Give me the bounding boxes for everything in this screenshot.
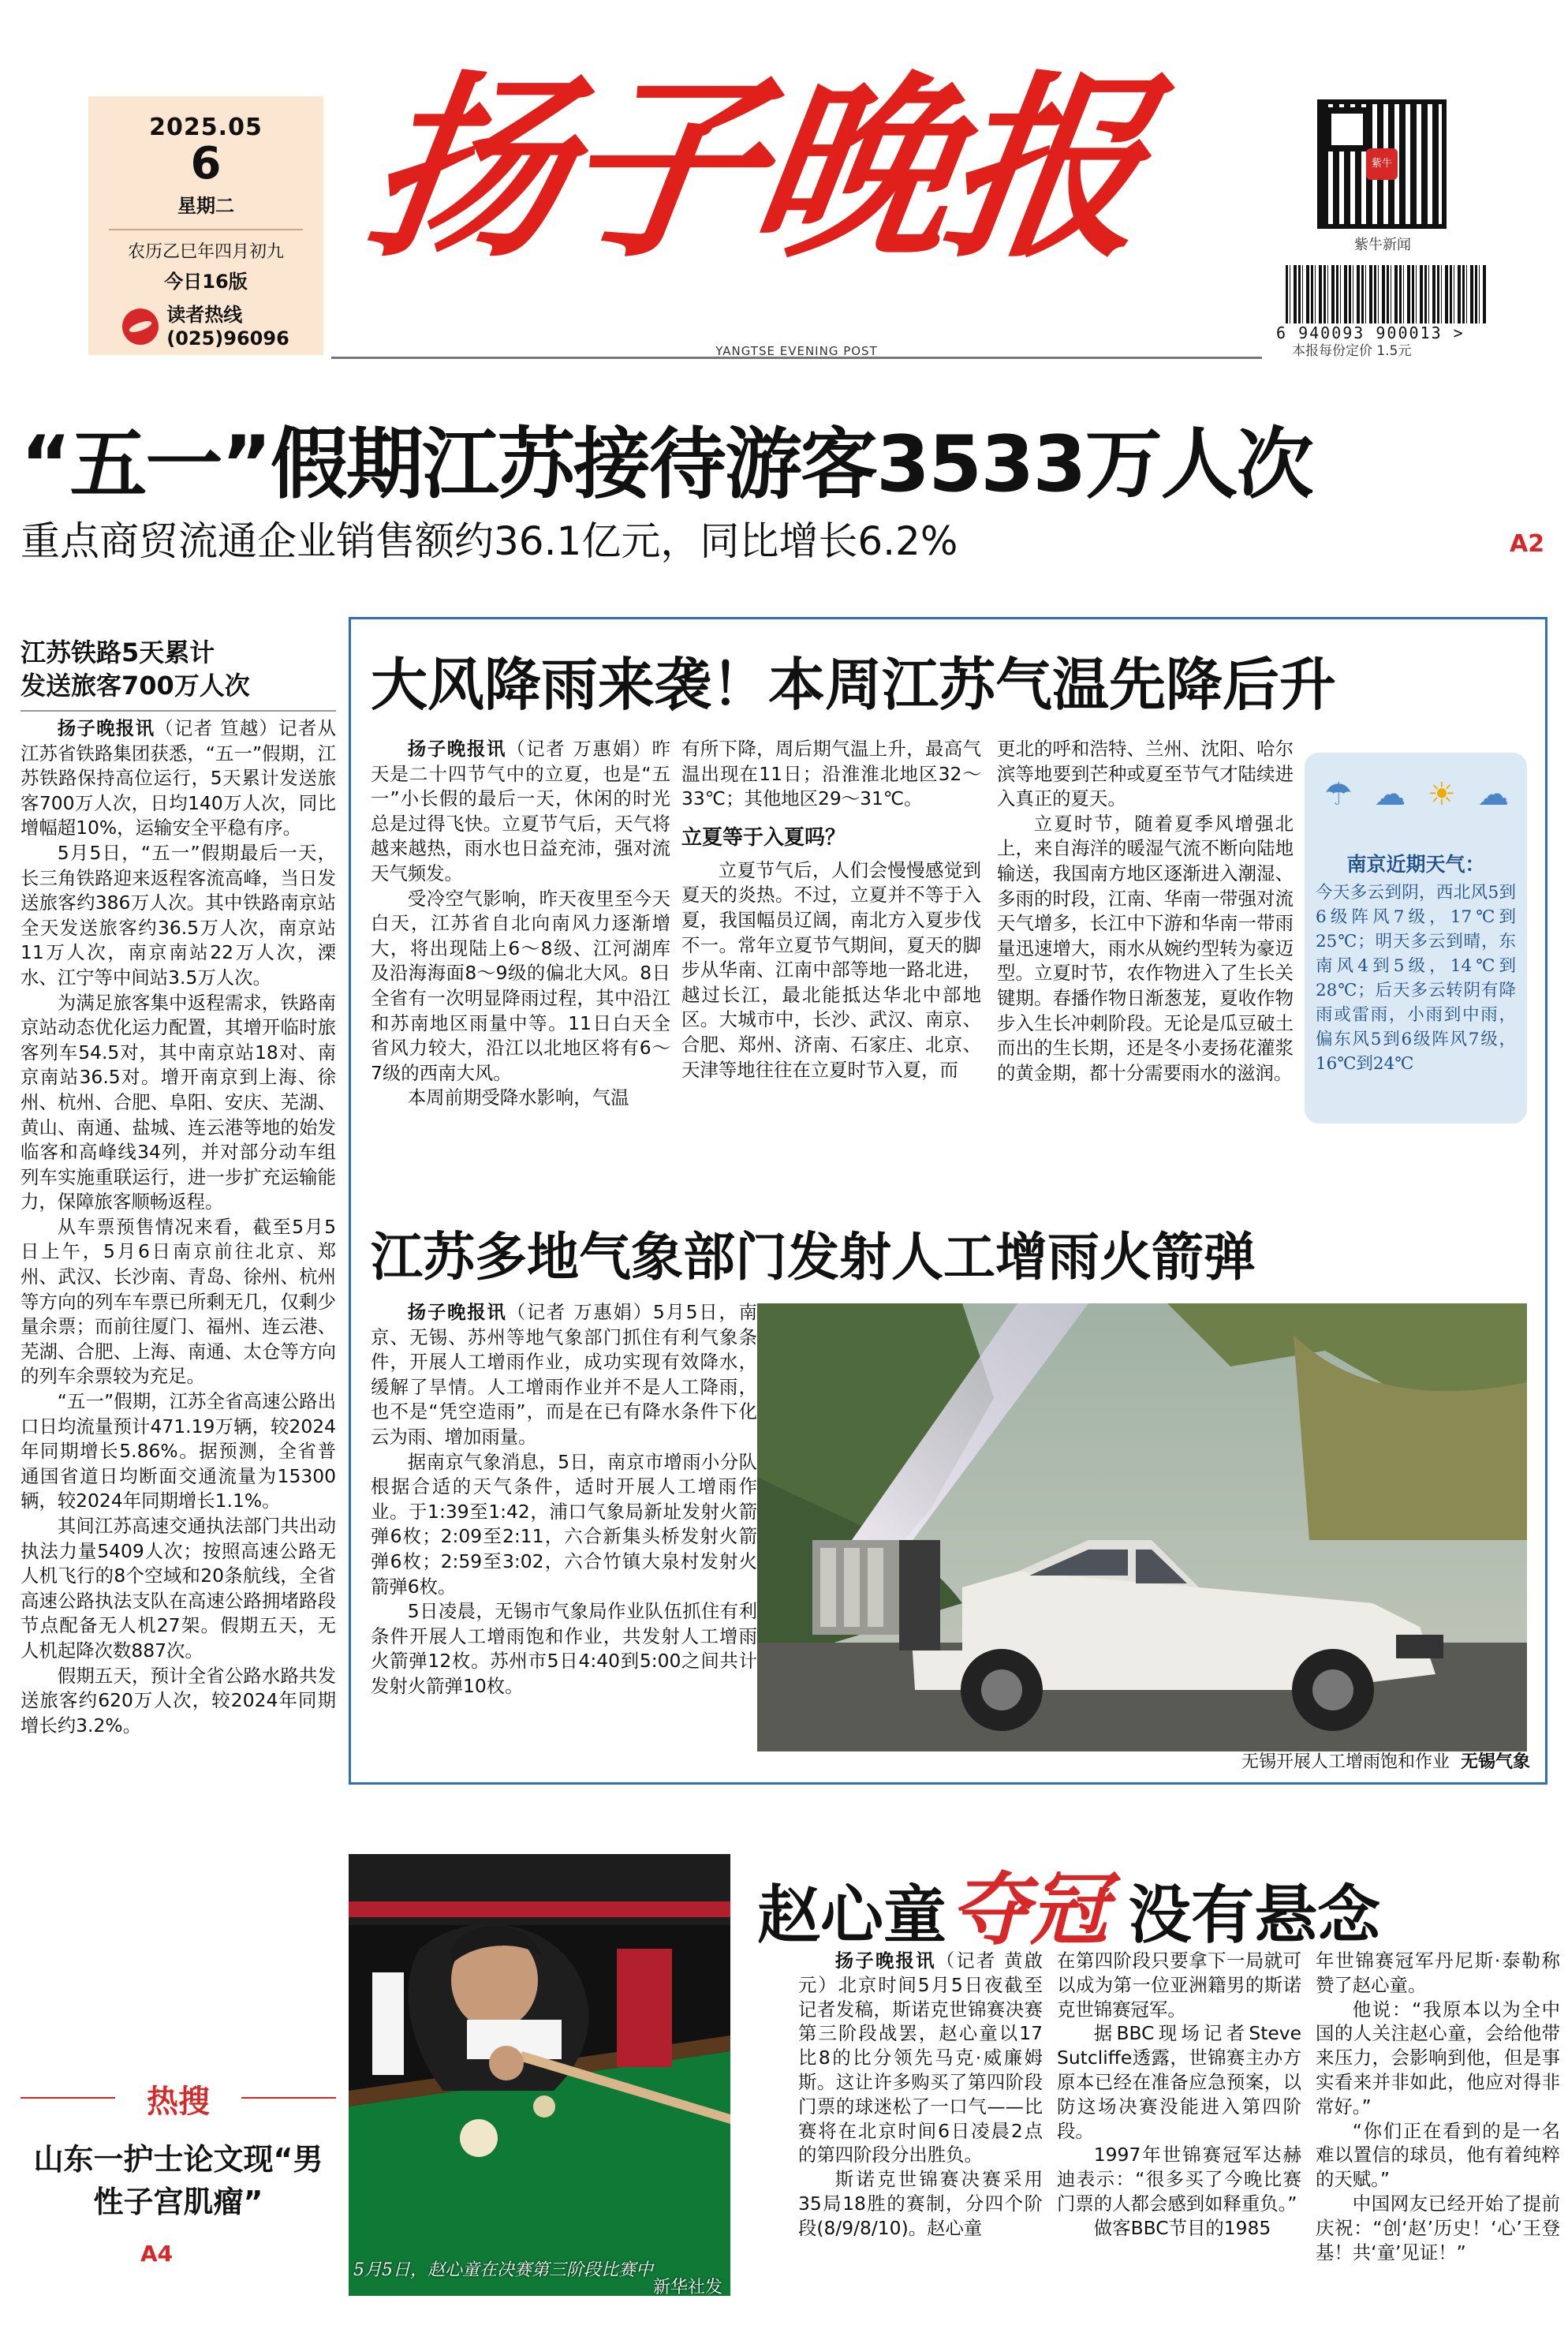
snooker-headline-tail: 没有悬念 [1128,1879,1381,1952]
snooker-column-3 [1316,1949,1560,2264]
snooker-paragraph: 年世锦赛冠军丹尼斯·泰勒称赞了赵心童。 [1316,1950,1560,1996]
rail-story [21,636,336,1738]
snooker-photo-credit: 新华社发 [652,2278,722,2297]
nanjing-forecast-card [1305,753,1527,1123]
weather-paragraph: 本周前期受降水影响，气温 [407,1086,629,1109]
rail-title-line1[interactable]: 江苏铁路5天累计 [21,637,215,667]
hotline-number: (025)96096 [166,327,289,350]
weather-column-1 [371,737,670,1111]
hot-search-rule-right [241,2097,336,2099]
hot-search-rule-left [21,2097,115,2099]
snooker-paragraph: 做客BBC节目的1985 [1093,2216,1271,2239]
snooker-column-1 [798,1949,1043,2241]
weather-subhead: 立夏等于入夏吗？ [681,825,846,850]
rocket-paragraph: 5日凌晨，无锡市气象局作业队伍抓住有利条件开展人工增雨饱和作业，共发射人工增雨火箭弹12枚。苏州市5日4:40到5:00之间共计发射火箭弹10枚。 [371,1600,757,1697]
snooker-headline-name: 赵心童 [757,1879,946,1952]
issue-year-month: 2025.05 [149,114,263,141]
rail-lead-paragraph: （记者 笪越）记者从江苏省铁路集团获悉，“五一”假期，江苏铁路保持高位运行，5天累计发送旅客700万人次，日均140万人次，同比增幅超10%，运输安全平稳有序。 [21,717,337,839]
weather-lead-paragraph: （记者 万惠娟）昨天是二十四节气中的立夏，也是“五一”小长假的最后一天，休闲的时光总是过得飞快。立夏节气后，天气将越来越热，雨水也日益充沛，强对流天气频发。 [371,738,670,884]
hotline-logo-icon [122,308,159,345]
rail-paragraph: “五一”假期，江苏全省高速公路出口日均流量预计471.19万辆，较2024年同期增长5.86%。据预测，全省普通国省道日均断面交通流量为15300辆，较2024年同期增长1.1%。 [21,1390,336,1512]
weather-headline[interactable]: 大风降雨来袭！本周江苏气温先降后升 [371,652,1337,718]
rail-paragraph: 假期五天，预计全省公路水路共发送旅客约620万人次，较2024年同期增长约3.2%。 [21,1664,336,1736]
snooker-col1-text [798,1949,1043,2241]
rocket-byline: 扬子晚报讯 [407,1301,507,1323]
weather-paragraph: 立夏时节，随着夏季风增强北上，来自海洋的暖湿气流不断向陆地输送，我国南方地区逐渐进入潮湿、多雨的时段，江南、华南一带强对流天气增多，长江中下游和华南一带雨量迅速增大，雨水从婉约型转为豪迈型。立夏时节，农作物进入了生长关键期。春播作物日渐葱茏，夏收作物步入生长冲刺阶段。无论是瓜豆破土而出的生长期，还是冬小麦扬花灌浆的黄金期，都十分需要雨水的滋润。 [997,812,1294,1084]
rail-divider [21,710,336,712]
hot-search-header [21,2077,336,2122]
weather-col2-text [681,737,981,812]
forecast-text: 今天多云到阴，西北风5到6级阵风7级，17℃到25℃；明天多云到晴，东南风4到5级，14℃到28℃；后天多云转阴有降雨或雷雨，小雨到中雨，偏东风5到6级阵风7级，16℃到24℃ [1316,883,1516,1074]
masthead-english: YANGTSE EVENING POST [715,344,878,358]
snooker-paragraph: 1997年世锦赛冠军达赫迪表示：“很多买了今晚比赛门票的人都会感到如释重负。” [1057,2144,1301,2215]
hotline-label: 读者热线 [166,304,243,326]
date-divider [109,229,303,230]
snooker-paragraph: 据BBC现场记者Steve Sutcliffe透露，世锦赛主办方原本已经在准备应急预案，以防这场决赛没能进入第四阶段。 [1057,2022,1301,2142]
lead-subhead: 重点商贸流通企业销售额约36.1亿元，同比增长6.2% [21,518,958,564]
hot-search-page-ref[interactable]: A4 [140,2241,174,2267]
snooker-col2-text [1057,1949,1301,2241]
rocket-headline[interactable]: 江苏多地气象部门发射人工增雨火箭弹 [371,1227,1256,1288]
issue-weekday: 星期二 [177,195,234,217]
snooker-paragraph: 他说：“我原本以为全中国的人关注赵心童，会给他带来压力，会影响到他，但是事实看来并非如此，他应对得非常好。” [1316,1998,1560,2118]
snooker-photo-illustration [349,1854,730,2296]
snooker-photo[interactable] [349,1854,730,2296]
weather-col1-text [371,737,670,1111]
weather-col3-text [997,737,1294,1086]
lunar-date: 农历乙巳年四月初九 [127,242,284,262]
snooker-headline[interactable] [757,1846,1546,1956]
rocket-launch-photo[interactable] [757,1303,1527,1751]
qr-code[interactable] [1317,99,1447,229]
weather-paragraph: 受冷空气影响，昨天夜里至今天白天，江苏省自北向南风力逐渐增大，将出现陆上6～8级、江河湖库及沿海海面8～9级的偏北大风。8日全省有一次明显降雨过程，其中沿江和苏南地区雨量中等。11日白天全省风力较大，沿江以北地区将有6～7级的西南大风。 [371,887,670,1084]
snooker-paragraph: 斯诺克世锦赛决赛采用35局18胜的赛制，分四个阶段(8/9/8/10)。赵心童 [798,2168,1043,2239]
issue-day: 6 [190,138,222,189]
rocket-photo-caption [1041,1748,1530,1773]
forecast-icons [1305,753,1527,813]
date-box [88,96,323,355]
rail-paragraph: 为满足旅客集中返程需求，铁路南京站动态优化运力配置，其增开临时旅客列车54.5对，其中南京站18对、南京南站36.5对。增开南京到上海、徐州、杭州、合肥、阜阳、安庆、芜湖、黄山、南通、盐城、连云港等地的始发临客和高峰线34列，并对部分动车组列车实施重联运行，进一步扩充运输能力，保障旅客顺畅返程。 [21,991,336,1213]
weather-paragraph: 立夏节气后，人们会慢慢感觉到夏天的炎热。不过，立夏并不等于入夏，我国幅员辽阔，南北方入夏步伐不一。常年立夏节气期间，夏天的脚步从华南、江南中部等地一路北进，越过长江，最北能抵达华北中部地区。大城市中，长沙、武汉、南京、合肥、郑州、济南、石家庄、北京、天津等地往往在立夏时节入夏，而 [681,858,981,1081]
rail-title-line2[interactable]: 发送旅客700万人次 [21,671,250,701]
rocket-photo-credit: 无锡气象 [1460,1751,1530,1772]
snooker-column-2 [1057,1949,1301,2241]
snooker-col3-text [1316,1949,1560,2264]
qr-label: 紫牛新闻 [1354,237,1411,253]
masthead [354,38,1278,298]
snooker-lead-paragraph: （记者 黄啟元）北京时间5月5日夜截至记者发稿，斯诺克世锦赛决赛第三阶段战罢，赵心童以17比8的比分领先马克·威廉姆斯。这让许多购买了第四阶段门票的球迷松了一口气——比赛将在北京时间6日凌晨2点的第四阶段分出胜负。 [798,1950,1043,2166]
weather-col2-serif [681,858,981,1082]
rail-body [21,716,336,1738]
snooker-byline: 扬子晚报讯 [834,1950,936,1972]
barcode [1286,265,1486,323]
weather-byline: 扬子晚报讯 [407,738,507,760]
rocket-lead-paragraph: （记者 万惠娟）5月5日，南京、无锡、苏州等地气象部门抓住有利气象条件，开展人工增雨作业，成功实现有效降水，缓解了旱情。人工增雨作业并不是人工降雨，也不是“凭空造雨”，而是在已有降水条件下化云为雨、增加雨量。 [371,1301,758,1448]
snooker-paragraph: “你们正在看到的是一名难以置信的球员，他有着纯粹的天赋。” [1316,2119,1560,2191]
rail-byline: 扬子晚报讯 [57,717,155,739]
reader-hotline [88,303,323,350]
hot-search-headline[interactable]: 山东一护士论文现“男性子宫肌瘤” [33,2142,323,2219]
edition-count: 今日16版 [164,271,248,293]
cloud-rain-icon: ☁ [1374,776,1406,813]
weather-col2-intro: 有所下降，周后期气温上升，最高气温出现在11日；沿淮淮北地区32～33℃；其他地区29～31℃。 [681,738,981,810]
snooker-headline-highlight: 夺冠 [950,1863,1109,1956]
weather-paragraph: 更北的呼和浩特、兰州、沈阳、哈尔滨等地要到芒种或夏至节气才陆续进入真正的夏天。 [997,738,1294,810]
lead-page-ref[interactable]: A2 [1510,530,1545,558]
rocket-caption-text: 无锡开展人工增雨饱和作业 [1241,1752,1450,1772]
rocket-paragraph: 据南京气象消息，5日，南京市增雨小分队根据合适的天气条件，适时开展人工增雨作业。于1:39至1:42，浦口气象局新址发射火箭弹6枚；2:09至2:11，六合新集头桥发射火箭弹6枚；2:59至3:02，六合竹镇大泉村发射火箭弹6枚。 [371,1450,757,1598]
hot-search-label: 热搜 [147,2084,210,2120]
rail-paragraph: 从车票预售情况来看，截至5月5日上午，5月6日南京前往北京、郑州、武汉、长沙南、青岛、徐州、杭州等方向的列车车票已所剩无几，仅剩少量余票；而前往厦门、福州、连云港、芜湖、合肥、上海、南通、太仓等方向的列车余票较为充足。 [21,1215,336,1388]
rail-paragraph: 其间江苏高速交通执法部门共出动执法力量5409人次；按照高速公路无人机飞行的8个空域和20条航线，全省高速公路执法支队在高速公路拥堵路段节点配备无人机27架。假期五天，无人机起降次数887次。 [21,1515,336,1662]
qr-center-logo: 紫牛 [1366,148,1398,180]
rocket-photo-illustration [757,1303,1527,1751]
weather-column-3 [997,737,1294,1086]
rocket-story-body [371,1300,757,1699]
weather-column-2 [681,737,981,1082]
snooker-paragraph: 在第四阶段只要拿下一局就可以成为第一位亚洲籍男的斯诺克世锦赛冠军。 [1057,1950,1301,2021]
snooker-paragraph: 中国网友已经开始了提前庆祝：“创‘赵’历史！‘心’王登基！共‘童’见证！” [1316,2192,1560,2264]
lead-headline[interactable]: “五一”假期江苏接待游客3533万人次 [21,420,1312,510]
barcode-number: 6 940093 900013 > [1276,323,1465,342]
price-label: 本报每份定价 1.5元 [1292,343,1412,359]
cloud-wind-icon: ☁ [1477,776,1510,813]
sun-icon: ☀ [1427,776,1456,813]
snooker-photo-caption: 5月5日，赵心童在决赛第三阶段比赛中 [353,2260,653,2280]
rocket-text [371,1300,757,1699]
umbrella-rain-icon: ☂ [1323,776,1353,813]
masthead-title: 扬子晚报 [354,52,1157,284]
rail-paragraph: 5月5日，“五一”假期最后一天，长三角铁路迎来返程客流高峰，当日发送旅客约386万人次。其中铁路南京站全天发送旅客约36.5万人次，南京站11万人次，南京南站22万人次，溧水、江宁等中间站3.5万人次。 [21,841,336,989]
forecast-title: 南京近期天气： [1346,853,1485,876]
